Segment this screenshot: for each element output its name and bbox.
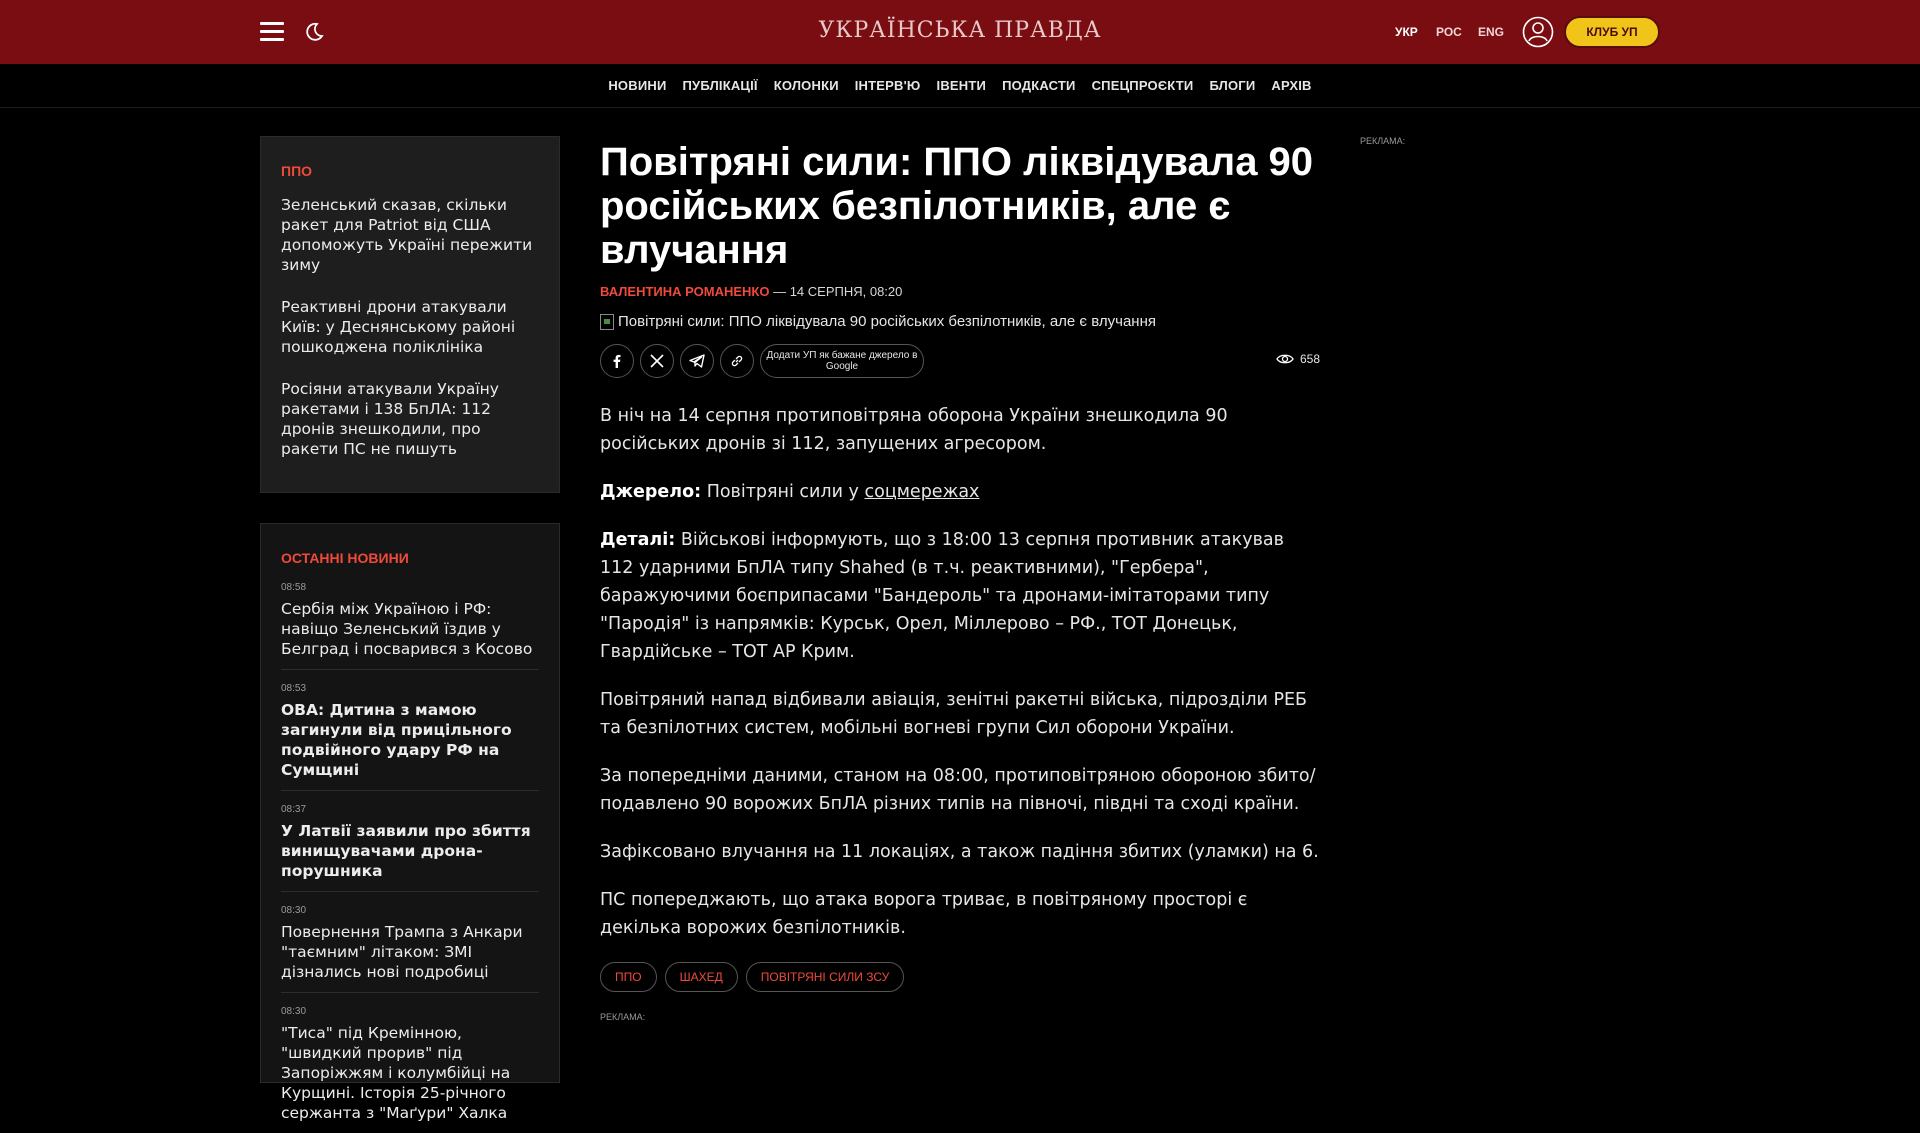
news-title[interactable]: Сербія між Україною і РФ: навіщо Зеленський їздив у Белград і посварився з Косово xyxy=(281,600,533,658)
article xyxy=(600,140,1320,1022)
nav-blogs[interactable]: БЛОГИ xyxy=(1209,78,1256,93)
social-media-link[interactable]: соцмережах xyxy=(864,482,980,502)
lang-eng[interactable]: ENG xyxy=(1478,25,1505,39)
club-up-button[interactable]: КЛУБ УП xyxy=(1564,16,1660,48)
views-count: 658 xyxy=(1299,352,1320,366)
tags-row xyxy=(600,962,1320,992)
share-row xyxy=(600,344,1320,378)
copy-link-button[interactable] xyxy=(720,344,754,378)
eye-icon xyxy=(1276,353,1294,365)
news-item[interactable] xyxy=(281,804,539,892)
main-nav xyxy=(0,64,1920,108)
news-title[interactable]: "Тиса" під Кремінною, "швидкий прорив" під Запоріжжям і колумбійці на Курщині. Історія 25-річного сержанта з "Маґури" Халка xyxy=(281,1024,511,1122)
user-icon[interactable] xyxy=(1522,16,1554,48)
byline xyxy=(600,284,1320,299)
nav-columns[interactable]: КОЛОНКИ xyxy=(773,78,839,93)
paragraph: За попередніми даними, станом на 08:00, протиповітряною обороною збито/подавлено 90 ворожих БпЛА різних типів на півночі, півдні та сході країни. xyxy=(600,766,1316,814)
image-alt-text: Повітряні сили: ППО ліквідувала 90 російських безпілотників, але є влучання xyxy=(618,313,1156,330)
news-time: 08:30 xyxy=(281,1006,307,1017)
lang-ukr[interactable]: УКР xyxy=(1395,25,1418,39)
nav-specprojects[interactable]: СПЕЦПРОЄКТИ xyxy=(1091,78,1194,93)
x-icon xyxy=(650,354,664,368)
news-time: 08:30 xyxy=(281,905,307,916)
views-counter xyxy=(1276,352,1320,366)
ad-label: РЕКЛАМА: xyxy=(600,1012,646,1022)
tag-ppo[interactable]: ППО xyxy=(600,962,657,992)
paragraph: Повітряний напад відбивали авіація, зенітні ракетні війська, підрозділи РЕБ та безпілотних систем, мобільні вогневі групи Сил оборони України. xyxy=(600,690,1308,738)
article-body xyxy=(600,402,1320,942)
telegram-share-button[interactable] xyxy=(680,344,714,378)
nav-publications[interactable]: ПУБЛІКАЦІЇ xyxy=(682,78,758,93)
paragraph: ПС попереджають, що атака ворога триває, в повітряному просторі є декілька ворожих безпілотників. xyxy=(600,890,1248,938)
article-headline: Повітряні сили: ППО ліквідувала 90 російських безпілотників, але є влучання xyxy=(600,140,1314,272)
source-label: Джерело: xyxy=(600,482,702,502)
x-share-button[interactable] xyxy=(640,344,674,378)
news-title[interactable]: У Латвії заявили про збиття винищувачами дрона-порушника xyxy=(281,822,531,880)
paragraph: Зафіксовано влучання на 11 локаціях, а також падіння збитих (уламки) на 6. xyxy=(600,842,1319,862)
paragraph-details xyxy=(600,526,1320,666)
facebook-share-button[interactable] xyxy=(600,344,634,378)
right-ad-label: РЕКЛАМА: xyxy=(1360,136,1406,146)
news-title[interactable]: Повернення Трампа з Анкари "таємним" літаком: ЗМІ дізнались нові подробиці xyxy=(281,923,523,981)
tag-air-force[interactable]: ПОВІТРЯНІ СИЛИ ЗСУ xyxy=(746,962,905,992)
site-logo[interactable]: УКРАЇНСЬКА ПРАВДА xyxy=(818,18,1102,43)
news-item[interactable] xyxy=(281,582,539,670)
ppo-item[interactable]: Реактивні дрони атакували Київ: у Деснянському районі пошкоджена поліклініка xyxy=(281,298,516,356)
details-label: Деталі: xyxy=(600,530,676,550)
lang-ros[interactable]: РОС xyxy=(1436,25,1462,39)
paragraph-source xyxy=(600,478,1320,506)
tag-shahed[interactable]: ШАХЕД xyxy=(665,962,738,992)
facebook-icon xyxy=(610,354,624,368)
telegram-icon xyxy=(689,354,705,368)
sidebar-latest-news xyxy=(260,523,560,1122)
news-time: 08:37 xyxy=(281,804,307,815)
news-time: 08:58 xyxy=(281,582,307,593)
link-icon xyxy=(730,354,744,368)
source-text: Повітряні сили у xyxy=(706,482,859,502)
top-header xyxy=(0,0,1920,64)
broken-image-icon xyxy=(600,314,614,330)
ppo-item[interactable]: Зеленський сказав, скільки ракет для Patriot від США допоможуть Україні пережити зиму xyxy=(281,196,533,274)
details-text: Військові інформують, що з 18:00 13 серпня противник атакував 112 ударними БпЛА типу Shahed (в т.ч. реактивними), "Гербера", баражуючими боєприпасами "Бандероль" та дронами-імітаторами типу "Пародія" із напрямків: Курськ, Орел, Міллерово – РФ., ТОТ Донецьк, Гвардійське – ТОТ АР Крим. xyxy=(600,530,1284,662)
author-link[interactable]: ВАЛЕНТИНА РОМАНЕНКО xyxy=(600,284,770,299)
google-preferred-source-button[interactable]: Додати УП як бажане джерело в Google xyxy=(760,344,924,378)
nav-events[interactable]: ІВЕНТИ xyxy=(936,78,987,93)
nav-podcasts[interactable]: ПОДКАСТИ xyxy=(1002,78,1076,93)
news-title[interactable]: ОВА: Дитина з мамою загинули від прицільного подвійного удару РФ на Сумщині xyxy=(281,701,512,779)
latest-news-title[interactable]: ОСТАННІ НОВИНИ xyxy=(281,550,409,566)
nav-news[interactable]: НОВИНИ xyxy=(608,78,667,93)
publish-date: — 14 СЕРПНЯ, 08:20 xyxy=(773,284,903,299)
sidebar-ppo xyxy=(260,136,560,493)
paragraph: В ніч на 14 серпня протиповітряна оборона України знешкодила 90 російських дронів зі 112, запущених агресором. xyxy=(600,406,1228,454)
sidebar-ppo-title[interactable]: ППО xyxy=(281,163,313,179)
ppo-item[interactable]: Росіяни атакували Україну ракетами і 138 БпЛА: 112 дронів знешкодили, про ракети ПС не пишуть xyxy=(281,380,499,458)
nav-interviews[interactable]: ІНТЕРВ'Ю xyxy=(854,78,921,93)
news-item[interactable] xyxy=(281,905,539,993)
news-item[interactable] xyxy=(281,1006,539,1133)
nav-archive[interactable]: АРХІВ xyxy=(1271,78,1312,93)
news-item[interactable] xyxy=(281,683,539,791)
article-image xyxy=(600,313,1320,330)
news-time: 08:53 xyxy=(281,683,307,694)
